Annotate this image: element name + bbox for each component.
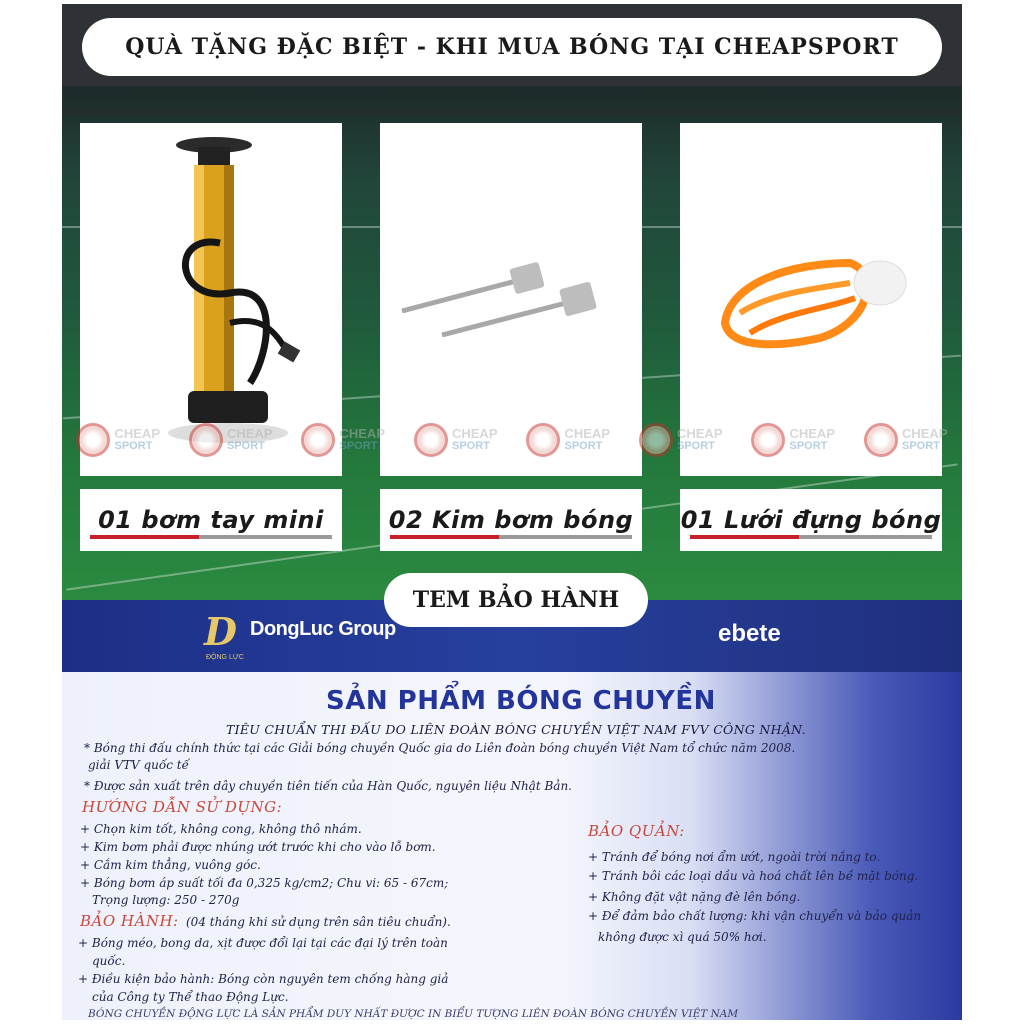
storage-item: không được xì quá 50% hơi. [598, 930, 767, 944]
usage-item: Trọng lượng: 250 - 270g [92, 893, 240, 907]
gift-label-pump [80, 489, 342, 551]
warranty-section-title: TEM BẢO HÀNH [384, 573, 648, 627]
usage-item: + Bóng bơm áp suất tối đa 0,325 kg/cm2; Chu vi: 65 - 67cm; [80, 876, 449, 890]
storage-heading: BẢO QUẢN: [588, 822, 685, 840]
needle-icon [380, 123, 642, 476]
cheapsport-watermark: CHEAP SPORT [639, 423, 723, 457]
warranty-heading: BẢO HÀNH: [80, 912, 179, 930]
intro-line: giải VTV quốc tế [88, 758, 189, 772]
label-underline [690, 535, 932, 539]
footer-note: BÓNG CHUYỀN ĐỘNG LỰC LÀ SẢN PHẨM DUY NHẤT ĐƯỢC IN BIỂU TƯỢNG LIÊN ĐOÀN BÓNG CHUYỀN VIỆT NAM [88, 1008, 739, 1020]
cheapsport-watermark: CHEAP SPORT [864, 423, 948, 457]
brand-dongluc: DongLuc Group [250, 618, 396, 640]
usage-item: + Cắm kim thẳng, vuông góc. [80, 858, 261, 872]
warranty-note: (04 tháng khi sử dụng trên sân tiêu chuẩn). [186, 915, 451, 929]
product-title: SẢN PHẨM BÓNG CHUYỀN [326, 686, 716, 716]
cheapsport-watermark: CHEAP SPORT [301, 423, 385, 457]
brand-dongluc-sub: ĐỘNG LỰC [206, 654, 244, 661]
storage-item: + Tránh bôi các loại dầu và hoá chất lên bề mặt bóng. [588, 869, 919, 883]
gift-label-text: 01 Lưới đựng bóng [680, 506, 942, 534]
intro-line: * Bóng thi đấu chính thức tại các Giải bóng chuyền Quốc gia do Liên đoàn bóng chuyền Việt Nam tổ chức năm 2008. [84, 741, 796, 755]
warranty-item: quốc. [92, 954, 126, 968]
gift-label-net [680, 489, 942, 551]
cheapsport-watermark: CHEAP SPORT [414, 423, 498, 457]
storage-item: + Tránh để bóng nơi ẩm ướt, ngoài trời nắng to. [588, 850, 881, 864]
warranty-item: của Công ty Thể thao Động Lực. [92, 990, 289, 1004]
warranty-item: + Điều kiện bảo hành: Bóng còn nguyên tem chống hàng giả [78, 972, 449, 986]
warranty-item: + Bóng méo, bong da, xịt được đổi lại tại các đại lý trên toàn [78, 936, 448, 950]
intro-line: * Được sản xuất trên dây chuyền tiên tiến của Hàn Quốc, nguyên liệu Nhật Bản. [84, 779, 572, 793]
gift-label-text: 01 bơm tay mini [98, 506, 324, 534]
storage-item: + Không đặt vật nặng đè lên bóng. [588, 890, 801, 904]
brand-ebete: ebete [718, 620, 781, 647]
gift-image-needles [380, 123, 642, 476]
svg-text:D: D [204, 609, 237, 653]
gift-image-pump [80, 123, 342, 476]
cheapsport-watermark: CHEAP SPORT [751, 423, 835, 457]
gift-image-net [680, 123, 942, 476]
net-bag-icon [680, 123, 942, 476]
usage-heading: HƯỚNG DẪN SỬ DỤNG: [82, 798, 283, 816]
label-underline [390, 535, 632, 539]
usage-item: + Kim bơm phải được nhúng ướt trước khi cho vào lỗ bơm. [80, 840, 436, 854]
storage-item: + Để đảm bảo chất lượng: khi vận chuyển và bảo quản [588, 909, 922, 923]
usage-item: + Chọn kim tốt, không cong, không thô nhám. [80, 822, 362, 836]
page-title: QUÀ TẶNG ĐẶC BIỆT - KHI MUA BÓNG TẠI CHEAPSPORT [82, 18, 942, 76]
gift-label-needles [380, 489, 642, 551]
hand-pump-icon [80, 123, 342, 476]
label-underline [90, 535, 332, 539]
dongluc-logo-icon [200, 609, 240, 653]
cheapsport-watermark: CHEAP SPORT [76, 423, 160, 457]
cheapsport-watermark: CHEAP SPORT [189, 423, 273, 457]
product-subtitle: TIÊU CHUẨN THI ĐẤU DO LIÊN ĐOÀN BÓNG CHUYỀN VIỆT NAM FVV CÔNG NHẬN. [226, 722, 806, 737]
gift-label-text: 02 Kim bơm bóng [388, 506, 634, 534]
cheapsport-watermark: CHEAP SPORT [526, 423, 610, 457]
